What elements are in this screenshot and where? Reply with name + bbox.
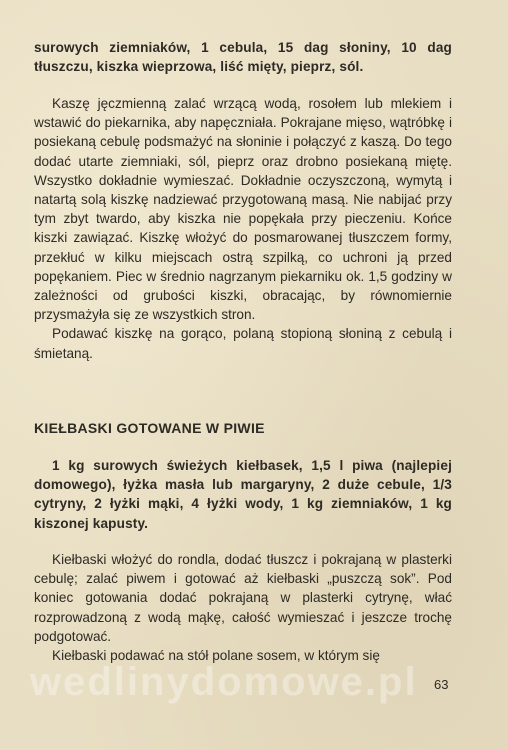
watermark: wedlinydomowe.pl bbox=[30, 660, 418, 704]
recipe1-method: Kaszę jęczmienną zalać wrzącą wodą, rosołem lub mlekiem i wstawić do piekarnika, aby napęczniała. Pokrajane mięso, wątróbkę i posiekaną cebulę podsmażyć na słoninie i połączyć z kaszą. Do tego dodać utarte ziemniaki, sól, pieprz oraz drobno posiekaną miętę. Wszystko dokładnie wymieszać. Dokładnie oczyszczoną, wymytą i natartą solą kiszkę nadziewać przygotowaną masą. Nie nabijać przy tym zbyt twardo, aby kiszka nie popękała przy pieczeniu. Końce kiszki zawiązać. Kiszkę włożyć do posmarowanej tłuszczem formy, przekłuć w kilku miejscach ostrą szpilką, co uchroni ją przed popękaniem. Piec w średnio nagrzanym piekarniku ok. 1,5 godziny w zależności od grubości kiszki, obracając, by równomiernie przysmażyła się ze wszystkich stron. bbox=[34, 96, 452, 323]
recipe2-serving: Kiełbaski podawać na stół polane sosem, w którym się bbox=[52, 648, 380, 664]
recipe2-method: Kiełbaski włożyć do rondla, dodać tłuszcz i pokrajaną w plasterki cebulę; zalać piwem i gotować aż kiełbaski „puszczą sok”. Pod koniec gotowania dodać pokrajaną w plasterki cytrynę, włać rozprowadzoną z wodą mąkę, całość wymieszać i jeszcze trochę podgotować. bbox=[34, 552, 452, 644]
recipe1-ingredients: surowych ziemniaków, 1 cebula, 15 dag słoniny, 10 dag tłuszczu, kiszka wieprzowa, liść mięty, pieprz, sól. bbox=[34, 40, 452, 75]
recipe2-method-block bbox=[34, 550, 452, 665]
recipe2-ingredients: 1 kg surowych świeżych kiełbasek, 1,5 l piwa (najlepiej domowego), łyżka masła lub margaryny, 2 duże cebule, 1/3 cytryny, 2 łyżki mąki, 4 łyżki wody, 1 kg ziemniaków, 1 kg kiszonej kapusty. bbox=[34, 458, 452, 531]
recipe1-method-block bbox=[34, 94, 452, 363]
recipe1-serving: Podawać kiszkę na gorąco, polaną stopioną słoniną z cebulą i śmietaną. bbox=[34, 326, 452, 361]
recipe2-title: KIEŁBASKI GOTOWANE W PIWIE bbox=[34, 420, 265, 436]
page-number: 63 bbox=[434, 677, 449, 692]
